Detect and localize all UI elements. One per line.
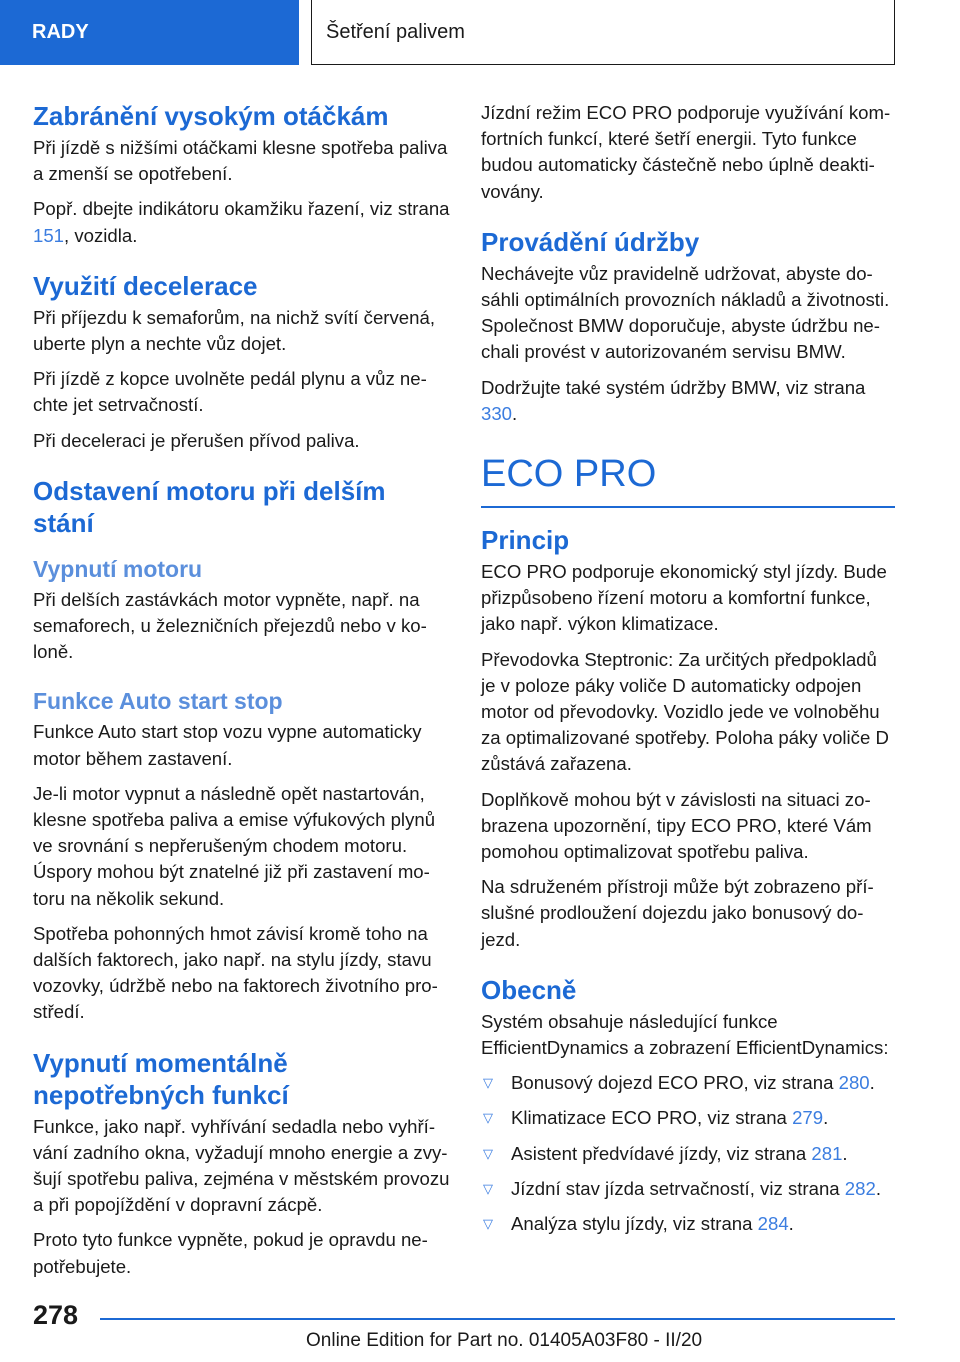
section-label: Šetření palivem [326, 20, 465, 43]
triangle-bullet-icon: ▽ [483, 1145, 493, 1161]
paragraph: Popř. dbejte indikátoru okamžiku řazení, viz strana 151, vozidla. [33, 198, 450, 246]
paragraph: ECO PRO podporuje ekonomický styl jízdy. Bude přizpůsobeno řízení motoru a komfortní funkce, jako např. výkon klimatizace. [481, 561, 887, 635]
heading-principle: Princip [481, 525, 570, 556]
triangle-bullet-icon: ▽ [483, 1110, 493, 1126]
footer-divider [100, 1318, 895, 1320]
chapter-tab[interactable] [0, 0, 299, 65]
list-item: ▽ Jízdní stav jízda setrvačností, viz strana 282. [481, 1176, 895, 1202]
paragraph: Jízdní režim ECO PRO podporuje využívání komfortních funkcí, které šetří energii. Tyto funkce budou automaticky částečně nebo úplně deaktivovány. [481, 102, 891, 202]
right-column [481, 100, 895, 1246]
page-link[interactable]: 151 [33, 224, 65, 246]
function-list [481, 1070, 895, 1237]
paragraph: Je-li motor vypnut a následně opět nastartován, klesne spotřeba paliva a emise výfukových plynů ve srovnání s nepřerušeným chodem motoru. Úspory mohou být znatelné již při zastavení motoru na několik sekund. [33, 782, 436, 909]
paragraph: Dodržujte také systém údržby BMW, viz strana 330. [481, 376, 866, 424]
page-link[interactable]: 281 [811, 1142, 843, 1164]
page-link[interactable]: 279 [792, 1107, 824, 1129]
list-item: ▽ Asistent předvídavé jízdy, viz strana 281. [481, 1141, 895, 1167]
triangle-bullet-icon: ▽ [483, 1216, 493, 1232]
heading-disable-functions: Vypnutí momentálně nepotřebných funkcí [33, 1047, 289, 1110]
paragraph: Nechávejte vůz pravidelně udržovat, abyste dosáhli optimálních provozních nákladů a životnosti. Společnost BMW doporučuje, abyste údržbu nechali provést v autorizovaném servisu BMW. [481, 262, 890, 363]
paragraph: Při jízdě s nižšími otáčkami klesne spotřeba paliva a zmenší se opotřebení. [33, 137, 448, 185]
chapter-title-eco-pro: ECO PRO [481, 452, 895, 508]
paragraph: Proto tyto funkce vypněte, pokud je opravdu nepotřebujete. [33, 1229, 428, 1277]
triangle-bullet-icon: ▽ [483, 1180, 493, 1196]
heading-prevent-high-rpm: Zabránění vysokým otáčkám [33, 101, 389, 131]
paragraph: Systém obsahuje následující funkce EfficientDynamics a zobrazení EfficientDynamics: [481, 1010, 889, 1059]
heading-maintenance: Provádění údržby [481, 226, 700, 257]
heading-engine-stop: Odstavení motoru při delším stání [33, 475, 386, 538]
paragraph: Doplňkově mohou být v závislosti na situaci zobrazena upozornění, tipy ECO PRO, které Vám pomohou optimalizovat spotřebu paliva. [481, 788, 872, 863]
paragraph: Při deceleraci je přerušen přívod paliva. [33, 429, 360, 451]
paragraph: Funkce, jako např. vyhřívání sedadla nebo vyhřívání zadního okna, vyžadují mnoho energie a zvyšují spotřebu paliva, zejména v městském provozu a při popojíždění v dopravní zácpě. [33, 1115, 450, 1216]
paragraph: Spotřeba pohonných hmot závisí kromě toho na dalších faktorech, jako např. na stylu jízdy, stavu vozovky, údržbě nebo na faktorech životního prostředí. [33, 922, 438, 1023]
page-link[interactable]: 282 [844, 1177, 876, 1199]
triangle-bullet-icon: ▽ [483, 1075, 493, 1091]
heading-general: Obecně [481, 974, 577, 1005]
paragraph: Při jízdě z kopce uvolněte pedál plynu a vůz nechte jet setrvačností. [33, 368, 427, 416]
list-item: ▽ Bonusový dojezd ECO PRO, viz strana 280. [481, 1070, 895, 1096]
page-link[interactable]: 280 [838, 1072, 870, 1094]
page-link[interactable]: 330 [481, 402, 513, 424]
paragraph: Funkce Auto start stop vozu vypne automaticky motor během zastavení. [33, 721, 422, 769]
paragraph: Při delších zastávkách motor vypněte, např. na semaforech, u železničních přejezdů nebo v koloně. [33, 588, 427, 663]
list-item: ▽ Klimatizace ECO PRO, viz strana 279. [481, 1105, 895, 1131]
page-link[interactable]: 284 [757, 1213, 789, 1235]
edition-note: Online Edition for Part no. 01405A03F80 - II/20 [306, 1330, 703, 1351]
paragraph: Při příjezdu k semaforům, na nichž svítí červená, uberte plyn a nechte vůz dojet. [33, 306, 435, 355]
left-column [33, 100, 450, 1289]
heading-deceleration: Využití decelerace [33, 270, 258, 301]
subheading-auto-start-stop: Funkce Auto start stop [33, 688, 283, 715]
subheading-engine-off: Vypnutí motoru [33, 555, 203, 582]
paragraph: Převodovka Steptronic: Za určitých předpokladů je v poloze páky voliče D automaticky odpojen motor od převodovky. Vozidlo jede ve volnoběhu za optimalizované spotřeby. Poloha páky voliče D zůstává zařazena. [481, 648, 889, 775]
paragraph: Na sdruženém přístroji může být zobrazeno příslušné prodloužení dojezdu jako bonusový dojezd. [481, 876, 874, 950]
page-number: 278 [33, 1300, 79, 1330]
section-header [311, 0, 895, 65]
list-item: ▽ Analýza stylu jízdy, viz strana 284. [481, 1211, 895, 1237]
chapter-label: RADY [32, 21, 89, 43]
